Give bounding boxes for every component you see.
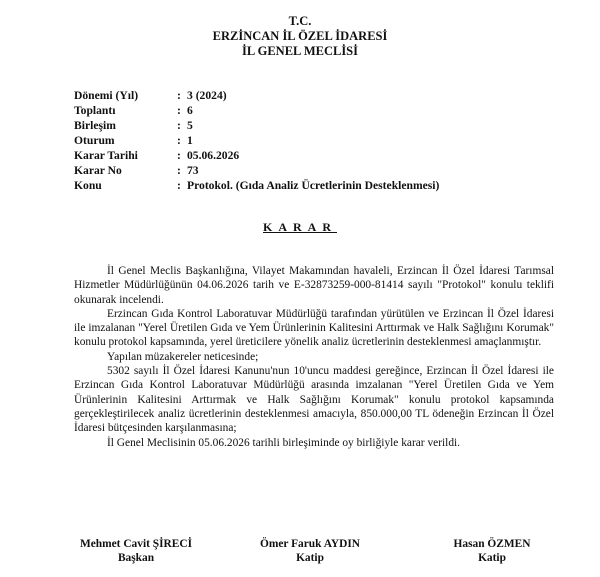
header-republic: T.C. bbox=[288, 14, 312, 28]
meta-value: 3 (2024) bbox=[187, 89, 227, 102]
body-paragraph: İl Genel Meclis Başkanlığına, Vilayet Makamından havaleli, Erzincan İl Özel İdaresi Tarımsal Hizmetler Müdürlüğünün 04.06.2026 tarih ve E-32873259-000-81414 sayılı "Protokol" konulu teklifi okunarak incelendi. bbox=[74, 265, 554, 306]
meta-key: Birleşim bbox=[74, 119, 116, 132]
meta-row-subject bbox=[74, 178, 439, 193]
meta-row-sitting bbox=[74, 133, 439, 148]
decision-body bbox=[74, 264, 554, 450]
signature-clerk-2 bbox=[432, 537, 552, 565]
body-paragraph: Erzincan Gıda Kontrol Laboratuvar Müdürlüğü tarafından yürütülen ve Erzincan İl Özel İdaresi ile imzalanan "Yerel Üretilen Gıda ve Yem Ürünlerinin Kalitesini Arttırmak ve Halk Sağlığını Korumak" konulu protokol kapsamında, yerel üreticilere yönelik analiz ücretlerinin desteklenmesi amaçlanmıştır. bbox=[74, 307, 554, 349]
meta-separator: : bbox=[177, 164, 181, 177]
header-council: İL GENEL MECLİSİ bbox=[241, 44, 358, 58]
meta-row-decision-date bbox=[74, 148, 439, 163]
meta-separator: : bbox=[177, 149, 181, 162]
meta-row-decision-number bbox=[74, 163, 439, 178]
document-header bbox=[0, 14, 600, 59]
decision-title: KARAR bbox=[263, 220, 337, 234]
meta-key: Karar No bbox=[74, 164, 122, 177]
meta-key: Dönemi (Yıl) bbox=[74, 89, 139, 102]
signatory-title: Katip bbox=[296, 552, 324, 564]
meta-separator: : bbox=[177, 104, 181, 117]
meta-value: 73 bbox=[187, 164, 199, 177]
signature-block bbox=[0, 537, 600, 571]
decision-metadata bbox=[74, 88, 439, 193]
meta-value: Protokol. (Gıda Analiz Ücretlerinin Desteklenmesi) bbox=[187, 179, 440, 192]
meta-separator: : bbox=[177, 119, 181, 132]
header-institution: ERZİNCAN İL ÖZEL İDARESİ bbox=[212, 29, 388, 43]
meta-separator: : bbox=[177, 134, 181, 147]
meta-row-term bbox=[74, 88, 439, 103]
meta-value: 05.06.2026 bbox=[187, 149, 240, 162]
body-paragraph: 5302 sayılı İl Özel İdaresi Kanunu'nun 10'uncu maddesi gereğince, Erzincan İl Özel İdaresi ile Erzincan Gıda Kontrol Laboratuvar Müdürlüğü arasında imzalanan "Yerel Üretilen Gıda ve Yem Ürünlerinin Kalitesini Arttırmak ve Halk Sağlığını Korumak" konulu protokol kapsamında gerçekleştirilecek analiz ücretlerinin desteklenmesi amacıyla, 850.000,00 TL ödeneğin Erzincan İl Özel İdaresi bütçesinden karşılanmasına; bbox=[74, 365, 554, 435]
meta-value: 6 bbox=[187, 104, 193, 117]
signatory-name: Ömer Faruk AYDIN bbox=[260, 538, 360, 550]
signature-clerk-1 bbox=[235, 537, 385, 565]
body-paragraph: İl Genel Meclisinin 05.06.2026 tarihli birleşiminde oy birliğiyle karar verildi. bbox=[107, 436, 461, 449]
signature-chairman bbox=[66, 537, 206, 565]
meta-value: 5 bbox=[187, 119, 193, 132]
meta-key: Oturum bbox=[74, 134, 115, 147]
meta-key: Toplantı bbox=[74, 104, 116, 117]
meta-row-session bbox=[74, 118, 439, 133]
body-paragraph: Yapılan müzakereler neticesinde; bbox=[107, 350, 259, 363]
meta-value: 1 bbox=[187, 134, 193, 147]
meta-key: Konu bbox=[74, 179, 102, 192]
signatory-title: Başkan bbox=[117, 552, 155, 564]
meta-row-meeting bbox=[74, 103, 439, 118]
meta-separator: : bbox=[177, 89, 181, 102]
signatory-name: Hasan ÖZMEN bbox=[453, 538, 531, 550]
signatory-name: Mehmet Cavit ŞİRECİ bbox=[80, 538, 192, 550]
signatory-title: Katip bbox=[478, 552, 506, 564]
meta-key: Karar Tarihi bbox=[74, 149, 138, 162]
meta-separator: : bbox=[177, 179, 181, 192]
